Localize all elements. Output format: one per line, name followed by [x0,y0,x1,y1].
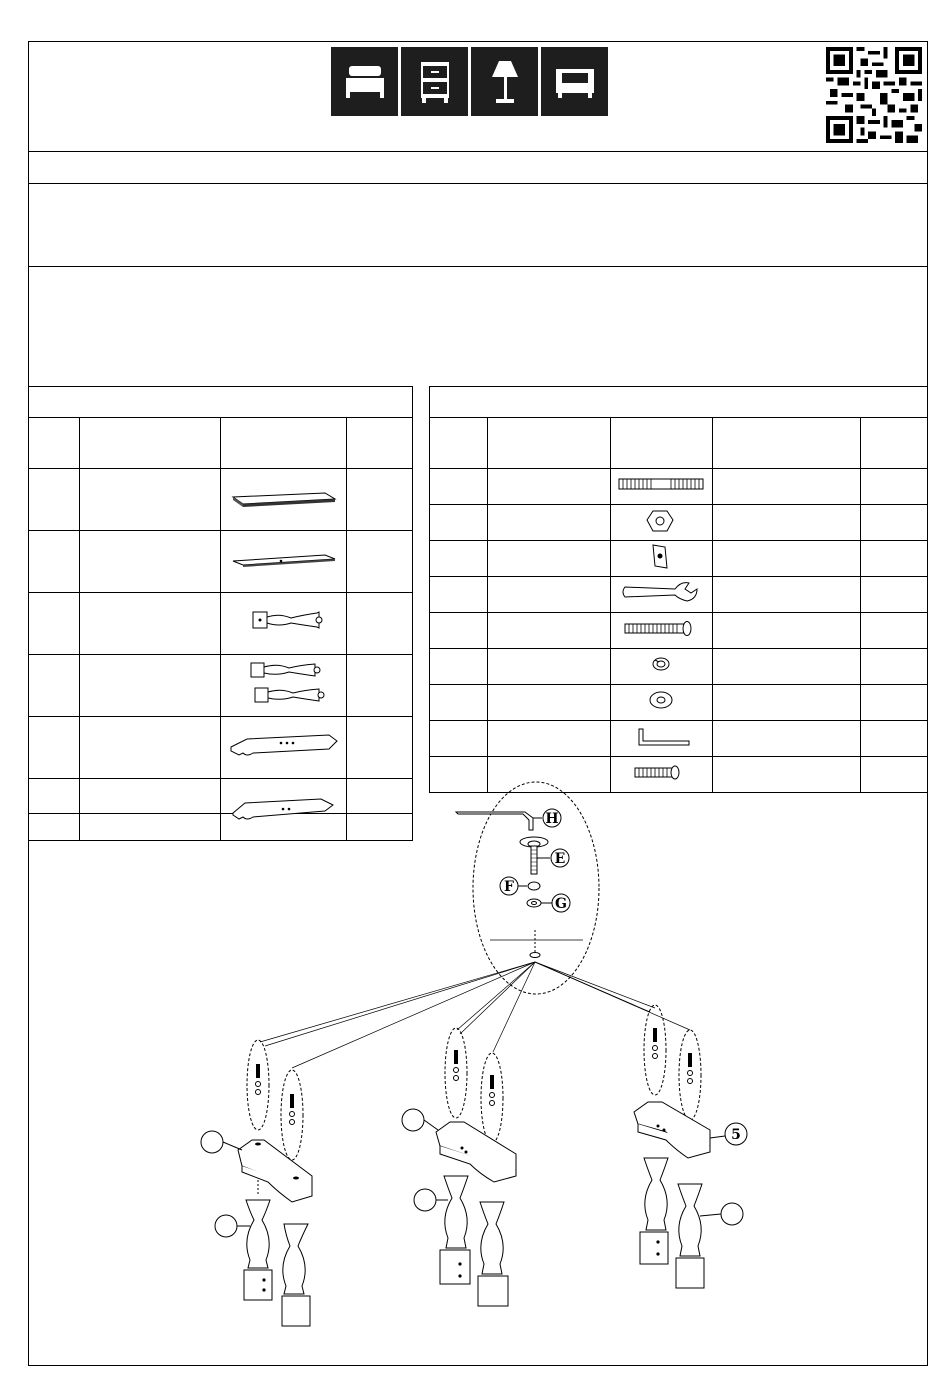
allen-key-icon [611,721,711,751]
leg-drawing-3a [644,1158,668,1230]
leg-drawing-1a [246,1200,270,1268]
leader-lines [260,962,690,1068]
nightstand-icon [401,47,468,116]
legs-pair-part-icon [221,655,346,711]
divider-2 [28,183,928,184]
leg-drawing-1b [283,1224,308,1294]
part-cell-1 [221,469,347,531]
leg-assembly-1 [201,1040,312,1326]
label-allen-key: H [545,811,559,827]
leg-drawing-2b [480,1202,504,1274]
leg-assembly-2 [402,1028,516,1306]
label-flat-washer: G [555,896,567,912]
divider-3 [28,266,928,267]
wrench-icon [611,577,711,607]
allen-key-drawing [456,812,525,814]
bolt-medium-icon [611,613,711,643]
right-table-header [429,386,928,418]
rail-part-icon [221,531,346,587]
label-lock-washer: F [504,879,514,895]
bolt-long-icon [611,469,711,499]
assembly-diagram [180,780,800,1340]
lamp-icon [471,47,538,116]
leg-drawing-2a [444,1176,468,1248]
leg-assembly-3 [634,1005,747,1288]
qr-code [826,46,922,144]
divider-1 [28,151,928,152]
leg-drawing-3b [678,1184,702,1256]
panels-parts-table [28,417,413,841]
leg-part-icon [221,593,346,649]
hardware-table [429,417,928,793]
bracket-part-icon [221,717,346,773]
lock-washer-icon [611,649,711,679]
bed-icon [331,47,398,116]
category-icons [331,47,608,116]
label-bolt: E [554,851,566,867]
flat-washer-icon [611,685,711,715]
panel-part-icon [221,469,346,525]
hex-nut-icon [611,505,711,535]
label-bracket: 5 [731,1127,741,1143]
square-nut-icon [611,541,711,571]
left-table-header [28,386,413,418]
armchair-icon [541,47,608,116]
